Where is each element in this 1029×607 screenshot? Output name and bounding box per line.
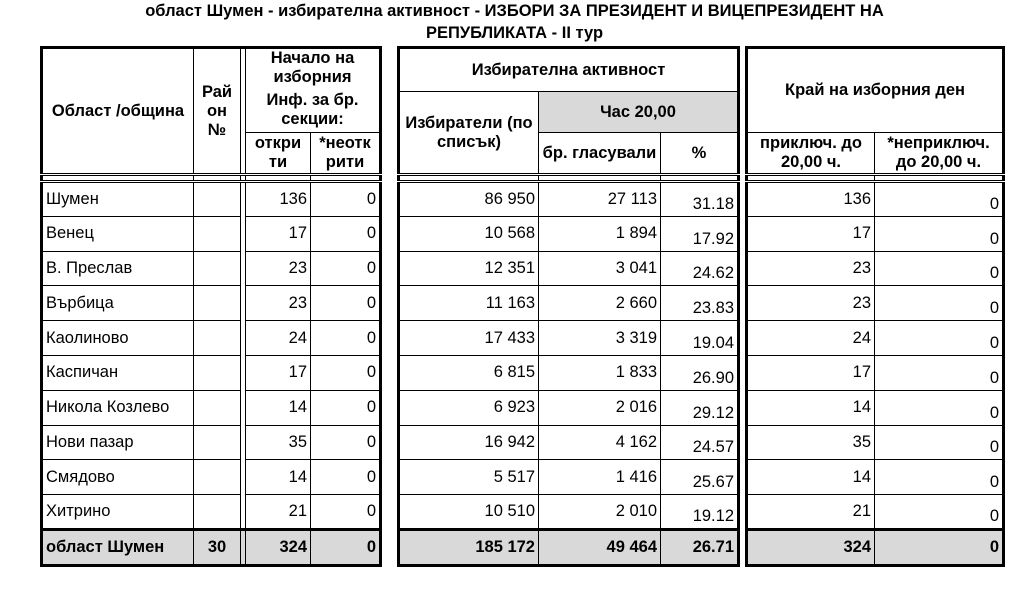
- turnout-percent: 24.57: [661, 425, 739, 460]
- rayon-number: [194, 355, 241, 390]
- opened-sections: 136: [246, 182, 311, 217]
- not-closed-sections: 0: [875, 495, 1004, 530]
- not-opened-sections: 0: [311, 425, 381, 460]
- rayon-number: [194, 251, 241, 286]
- table-row: [42, 460, 381, 495]
- voted-count: 1 833: [539, 355, 661, 390]
- table-row: [399, 425, 739, 460]
- voters-count: 6 815: [399, 355, 539, 390]
- voted-count: 27 113: [539, 182, 661, 217]
- total-row: [399, 529, 739, 565]
- table-row: [42, 425, 381, 460]
- report-title-line1: област Шумен - избирателна активност - ИЗБОРИ ЗА ПРЕЗИДЕНТ И ВИЦЕПРЕЗИДЕНТ НА: [145, 2, 884, 20]
- turnout-percent: 31.18: [661, 182, 739, 217]
- header-nepr: *неприключ. до 20,00 ч.: [875, 133, 1004, 175]
- turnout-percent: 19.04: [661, 321, 739, 356]
- table-row: [747, 390, 1004, 425]
- header-prikl: приключ. до 20,00 ч.: [747, 133, 875, 175]
- not-opened-sections: 0: [311, 390, 381, 425]
- not-opened-sections: 0: [311, 495, 381, 530]
- voted-count: 1 894: [539, 216, 661, 251]
- voters-count: 6 923: [399, 390, 539, 425]
- municipality-name: В. Преслав: [42, 251, 194, 286]
- table-row: [42, 251, 381, 286]
- voted-count: 3 319: [539, 321, 661, 356]
- rayon-number: [194, 390, 241, 425]
- table-row: [747, 495, 1004, 530]
- table-row: [42, 495, 381, 530]
- not-opened-sections: 0: [311, 529, 381, 565]
- closed-sections: 14: [747, 390, 875, 425]
- table-row: [399, 355, 739, 390]
- not-opened-sections: 0: [311, 182, 381, 217]
- table-row: [399, 495, 739, 530]
- total-row: [42, 529, 381, 565]
- block-end-of-day: [745, 46, 1005, 567]
- opened-sections: 23: [246, 286, 311, 321]
- table-row: [399, 460, 739, 495]
- header-nachalo: Начало на изборния: [246, 48, 381, 91]
- header-chas: Час 20,00: [539, 92, 739, 133]
- not-closed-sections: 0: [875, 182, 1004, 217]
- not-closed-sections: 0: [875, 529, 1004, 565]
- closed-sections: 24: [747, 321, 875, 356]
- municipality-name: Хитрино: [42, 495, 194, 530]
- not-closed-sections: 0: [875, 321, 1004, 356]
- header-otkriti: откри ти: [246, 133, 311, 175]
- not-opened-sections: 0: [311, 286, 381, 321]
- not-closed-sections: 0: [875, 286, 1004, 321]
- rayon-number: [194, 321, 241, 356]
- voters-count: 185 172: [399, 529, 539, 565]
- table-row: [42, 390, 381, 425]
- rayon-number: [194, 460, 241, 495]
- turnout-percent: 23.83: [661, 286, 739, 321]
- voted-count: 2 010: [539, 495, 661, 530]
- closed-sections: 17: [747, 355, 875, 390]
- opened-sections: 17: [246, 355, 311, 390]
- voted-count: 2 660: [539, 286, 661, 321]
- turnout-percent: 26.71: [661, 529, 739, 565]
- table-row: [747, 182, 1004, 217]
- voters-count: 86 950: [399, 182, 539, 217]
- turnout-percent: 26.90: [661, 355, 739, 390]
- rayon-number: [194, 495, 241, 530]
- table-row: [399, 390, 739, 425]
- opened-sections: 35: [246, 425, 311, 460]
- closed-sections: 324: [747, 529, 875, 565]
- opened-sections: 14: [246, 390, 311, 425]
- rayon-number: [194, 425, 241, 460]
- table-row: [42, 286, 381, 321]
- header-aktivnost: Избирателна активност: [399, 48, 739, 92]
- municipality-name: Каспичан: [42, 355, 194, 390]
- municipality-name: Никола Козлево: [42, 390, 194, 425]
- table-row: [42, 321, 381, 356]
- table-row: [399, 251, 739, 286]
- municipality-name: Върбица: [42, 286, 194, 321]
- table-row: [747, 460, 1004, 495]
- municipality-name: Смядово: [42, 460, 194, 495]
- header-oblast: Област /община: [42, 48, 194, 175]
- closed-sections: 14: [747, 460, 875, 495]
- table-row: [399, 286, 739, 321]
- closed-sections: 23: [747, 286, 875, 321]
- rayon-number: 30: [194, 529, 241, 565]
- report-title-line2: РЕПУБЛИКАТА - II тур: [425, 24, 604, 42]
- municipality-name: Шумен: [42, 182, 194, 217]
- table-row: [42, 216, 381, 251]
- table-row: [747, 321, 1004, 356]
- rayon-number: [194, 286, 241, 321]
- voters-count: 10 568: [399, 216, 539, 251]
- opened-sections: 17: [246, 216, 311, 251]
- not-opened-sections: 0: [311, 251, 381, 286]
- not-closed-sections: 0: [875, 216, 1004, 251]
- table-row: [399, 216, 739, 251]
- turnout-percent: 24.62: [661, 251, 739, 286]
- opened-sections: 14: [246, 460, 311, 495]
- voters-count: 10 510: [399, 495, 539, 530]
- table-row: [42, 355, 381, 390]
- voted-count: 3 041: [539, 251, 661, 286]
- opened-sections: 21: [246, 495, 311, 530]
- voters-count: 11 163: [399, 286, 539, 321]
- voted-count: 4 162: [539, 425, 661, 460]
- voters-count: 5 517: [399, 460, 539, 495]
- block-activity: [397, 46, 740, 567]
- not-closed-sections: 0: [875, 390, 1004, 425]
- turnout-percent: 17.92: [661, 216, 739, 251]
- not-opened-sections: 0: [311, 216, 381, 251]
- block-sections: [40, 46, 382, 567]
- closed-sections: 136: [747, 182, 875, 217]
- rayon-number: [194, 182, 241, 217]
- header-rayon: Рай он №: [194, 48, 241, 175]
- rayon-number: [194, 216, 241, 251]
- table-row: [42, 182, 381, 217]
- opened-sections: 23: [246, 251, 311, 286]
- voters-count: 16 942: [399, 425, 539, 460]
- not-opened-sections: 0: [311, 355, 381, 390]
- turnout-percent: 29.12: [661, 390, 739, 425]
- municipality-name: Венец: [42, 216, 194, 251]
- header-glasuvali: бр. гласували: [539, 133, 661, 175]
- voted-count: 49 464: [539, 529, 661, 565]
- voters-count: 17 433: [399, 321, 539, 356]
- voted-count: 1 416: [539, 460, 661, 495]
- table-row: [747, 286, 1004, 321]
- not-opened-sections: 0: [311, 460, 381, 495]
- voted-count: 2 016: [539, 390, 661, 425]
- header-neotkriti: *неотк рити: [311, 133, 381, 175]
- end-table: [745, 46, 1005, 567]
- sections-table: [40, 46, 382, 567]
- closed-sections: 21: [747, 495, 875, 530]
- not-closed-sections: 0: [875, 251, 1004, 286]
- header-krai: Край на изборния ден: [747, 48, 1004, 133]
- header-inf: Инф. за бр. секции:: [246, 91, 381, 133]
- opened-sections: 24: [246, 321, 311, 356]
- table-row: [747, 425, 1004, 460]
- not-closed-sections: 0: [875, 460, 1004, 495]
- table-row: [747, 216, 1004, 251]
- header-pct: %: [661, 133, 739, 175]
- closed-sections: 17: [747, 216, 875, 251]
- not-opened-sections: 0: [311, 321, 381, 356]
- turnout-percent: 19.12: [661, 495, 739, 530]
- table-row: [747, 251, 1004, 286]
- municipality-name: област Шумен: [42, 529, 194, 565]
- activity-table: [397, 46, 740, 567]
- header-izbirateli: Избиратели (по списък): [399, 92, 539, 175]
- municipality-name: Нови пазар: [42, 425, 194, 460]
- table-row: [399, 321, 739, 356]
- closed-sections: 35: [747, 425, 875, 460]
- table-row: [747, 355, 1004, 390]
- voters-count: 12 351: [399, 251, 539, 286]
- closed-sections: 23: [747, 251, 875, 286]
- not-closed-sections: 0: [875, 355, 1004, 390]
- opened-sections: 324: [246, 529, 311, 565]
- not-closed-sections: 0: [875, 425, 1004, 460]
- table-row: [399, 182, 739, 217]
- turnout-percent: 25.67: [661, 460, 739, 495]
- municipality-name: Каолиново: [42, 321, 194, 356]
- total-row: [747, 529, 1004, 565]
